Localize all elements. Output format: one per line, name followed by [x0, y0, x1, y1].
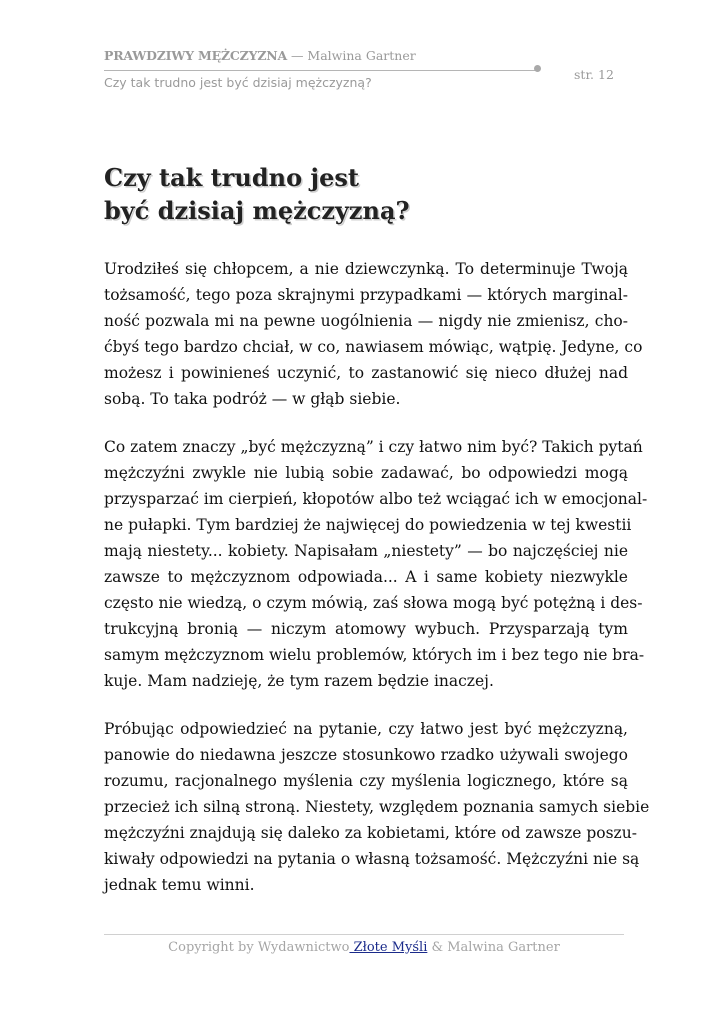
body-text — [104, 256, 650, 920]
text-line: Próbując odpowiedzieć na pytanie, czy łatwo jest być mężczyzną, — [104, 720, 628, 738]
header-separator: — — [286, 48, 308, 63]
header-rule — [104, 70, 536, 71]
text-line: samym mężczyznom wielu problemów, których im i bez tego nie bra- — [104, 646, 645, 664]
text-line: Co zatem znaczy „być mężczyzną” i czy łatwo nim być? Takich pytań — [104, 438, 643, 456]
text-line: Urodziłeś się chłopcem, a nie dziewczynką. To determinuje Twoją — [104, 260, 628, 278]
text-line: panowie do niedawna jeszcze stosunkowo rzadko używali swojego — [104, 746, 628, 764]
text-line: ność pozwala mi na pewne uogólnienia — nigdy nie zmienisz, cho- — [104, 312, 628, 330]
text-line: ćbyś tego bardzo chciał, w co, nawiasem mówiąc, wątpię. Jedyne, co — [104, 338, 643, 356]
paragraph-2 — [104, 434, 648, 694]
footer-rule — [104, 934, 624, 935]
chapter-title-line-1: Czy tak trudno jest — [104, 163, 359, 192]
text-line: przysparzać im cierpień, kłopotów albo też wciągać ich w emocjonal- — [104, 490, 648, 508]
text-line: możesz i powinieneś uczynić, to zastanowić się nieco dłużej nad — [104, 364, 628, 382]
chapter-title-line-2: być dzisiaj mężczyzną? — [104, 196, 410, 225]
text-line: sobą. To taka podróż — w głąb siebie. — [104, 390, 401, 408]
text-line: ne pułapki. Tym bardziej że najwięcej do powiedzenia w tej kwestii — [104, 516, 632, 534]
page-footer — [104, 940, 624, 955]
footer-author: & Malwina Gartner — [427, 940, 560, 955]
footer-copyright: Copyright by Wydawnictwo — [168, 940, 350, 955]
paragraph-1 — [104, 256, 643, 412]
text-line: mają niestety... kobiety. Napisałam „niestety” — bo najczęściej nie — [104, 542, 628, 560]
text-line: mężczyźni zwykle nie lubią sobie zadawać, bo odpowiedzi mogą — [104, 464, 628, 482]
text-line: rozumu, racjonalnego myślenia czy myślenia logicznego, które są — [104, 772, 628, 790]
page-header — [104, 48, 628, 108]
header-chapter-title: Czy tak trudno jest być dzisiaj mężczyzną? — [104, 75, 372, 90]
text-line: tożsamość, tego poza skrajnymi przypadkami — których marginal- — [104, 286, 628, 304]
header-brand: PRAWDZIWY MĘŻCZYZNA — [104, 48, 287, 63]
text-line: kiwały odpowiedzi na pytania o własną tożsamość. Mężczyźni nie są — [104, 850, 640, 868]
header-author: Malwina Gartner — [307, 48, 416, 63]
header-book-line — [104, 48, 416, 63]
text-line: mężczyźni znajdują się daleko za kobietami, które od zawsze poszu- — [104, 824, 637, 842]
chapter-title — [104, 161, 624, 227]
publisher-link[interactable]: Złote Myśli — [349, 940, 428, 955]
header-bullet-icon — [534, 65, 541, 72]
text-line: trukcyjną bronią — niczym atomowy wybuch. Przysparzają tym — [104, 620, 628, 638]
paragraph-3 — [104, 716, 650, 898]
text-line: przecież ich silną stroną. Niestety, względem poznania samych siebie — [104, 798, 650, 816]
text-line: kuje. Mam nadzieję, że tym razem będzie inaczej. — [104, 672, 494, 690]
text-line: jednak temu winni. — [104, 876, 255, 894]
text-line: często nie wiedzą, o czym mówią, zaś słowa mogą być potężną i des- — [104, 594, 643, 612]
text-line: zawsze to mężczyznom odpowiada... A i same kobiety niezwykle — [104, 568, 628, 586]
page-number: str. 12 — [574, 67, 614, 82]
